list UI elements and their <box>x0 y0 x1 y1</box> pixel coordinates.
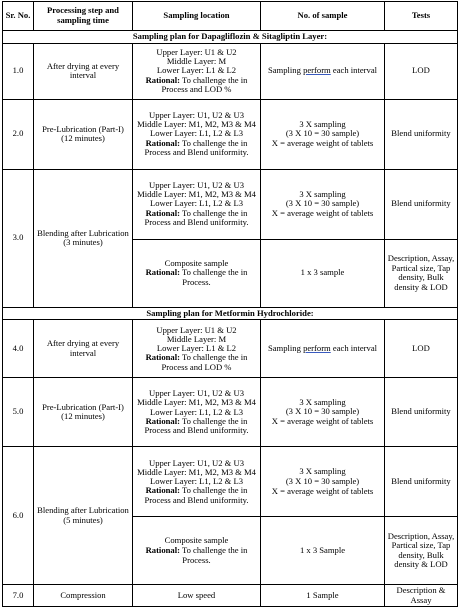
location-line: Lower Layer: L1, L2 & L3 <box>149 476 244 487</box>
count-cell <box>261 43 385 99</box>
tests-cell: Blend uniformity <box>385 169 458 239</box>
count-cell <box>261 447 385 517</box>
count-cell: 1 Sample <box>261 585 385 607</box>
location-line: Middle Layer: M1, M2, M3 & M4 <box>137 397 256 408</box>
location-line: Middle Layer: M1, M2, M3 & M4 <box>137 189 256 200</box>
header-sr: Sr. No. <box>3 2 34 31</box>
count-text: each interval <box>332 342 378 353</box>
count-line: X = average weight of tablets <box>271 207 374 218</box>
count-line: X = average weight of tablets <box>271 137 374 148</box>
table-row <box>3 99 458 169</box>
sr-cell: 1.0 <box>3 43 34 99</box>
header-row <box>3 2 458 31</box>
location-line: Upper Layer: U1 & U2 <box>156 46 237 57</box>
rational-label: Rational: <box>145 267 180 278</box>
table-row <box>3 447 458 517</box>
count-line: (3 X 10 = 30 sample) <box>285 198 360 209</box>
tests-cell: Blend uniformity <box>385 99 458 169</box>
tests-cell: Blend uniformity <box>385 447 458 517</box>
step-cell: Pre-Lubrication (Part-I) (12 minutes) <box>34 99 133 169</box>
location-line: Middle Layer: M <box>166 56 227 67</box>
rational-label: Rational: <box>145 74 180 85</box>
rational-text: To challenge the in Process and Blend uniformity. <box>144 485 249 505</box>
count-cell <box>261 99 385 169</box>
step-cell: Blending after Lubrication (5 minutes) <box>34 447 133 585</box>
location-cell: Low speed <box>133 585 261 607</box>
count-underlined-text: perform <box>303 65 331 76</box>
header-count: No. of sample <box>261 2 385 31</box>
rational-text: To challenge the in Process. <box>181 544 248 565</box>
sr-cell: 6.0 <box>3 447 34 585</box>
section-title-row <box>3 307 458 320</box>
step-cell: Compression <box>34 585 133 607</box>
location-cell <box>133 239 261 307</box>
tests-cell: Description & Assay <box>385 585 458 607</box>
section-title: Sampling plan for Metformin Hydrochloride: <box>3 307 458 320</box>
composite-label: Composite sample <box>164 257 229 268</box>
sr-cell: 2.0 <box>3 99 34 169</box>
rational-label: Rational: <box>145 485 180 496</box>
header-location: Sampling location <box>133 2 261 31</box>
location-line: Upper Layer: U1 & U2 <box>156 324 237 335</box>
table-row <box>3 43 458 99</box>
step-cell: After drying at every interval <box>34 43 133 99</box>
header-step: Processing step and sampling time <box>34 2 133 31</box>
location-line: Upper Layer: U1, U2 & U3 <box>149 457 244 468</box>
rational-text: To challenge the in Process and Blend uniformity. <box>144 415 249 436</box>
count-line: X = average weight of tablets <box>271 416 374 427</box>
rational-label: Rational: <box>145 137 180 148</box>
count-cell <box>261 378 385 447</box>
sampling-plan-table <box>2 1 458 607</box>
sr-cell: 4.0 <box>3 320 34 378</box>
step-cell: After drying at every interval <box>34 320 133 378</box>
rational-label: Rational: <box>145 207 180 218</box>
sr-cell: 5.0 <box>3 378 34 447</box>
section-title: Sampling plan for Dapagliflozin & Sitagliptin Layer: <box>3 31 458 44</box>
count-line: 3 X sampling <box>299 396 346 407</box>
sr-cell: 3.0 <box>3 169 34 307</box>
table-row <box>3 378 458 447</box>
location-cell <box>133 169 261 239</box>
header-tests: Tests <box>385 2 458 31</box>
location-line: Upper Layer: U1, U2 & U3 <box>149 179 244 190</box>
location-cell <box>133 517 261 585</box>
count-line: (3 X 10 = 30 sample) <box>285 475 360 486</box>
table-row <box>3 320 458 378</box>
location-line: Lower Layer: L1, L2 & L3 <box>149 128 244 139</box>
count-text: each interval <box>332 65 378 76</box>
sr-cell: 7.0 <box>3 585 34 607</box>
count-line: (3 X 10 = 30 sample) <box>285 406 360 417</box>
location-line: Middle Layer: M1, M2, M3 & M4 <box>137 466 256 477</box>
rational-text: To challenge the in Process and Blend uniformity. <box>144 207 249 228</box>
location-cell <box>133 378 261 447</box>
count-underlined-text: perform <box>303 342 331 353</box>
tests-cell: LOD <box>385 43 458 99</box>
rational-text: To challenge the in Process. <box>181 267 248 287</box>
location-line: Lower Layer: L1 & L2 <box>156 65 237 76</box>
table-row <box>3 585 458 607</box>
count-line: X = average weight of tablets <box>271 485 374 496</box>
count-cell: 1 x 3 Sample <box>261 517 385 585</box>
section-title-row <box>3 31 458 44</box>
count-cell <box>261 169 385 239</box>
step-cell: Blending after Lubrication (3 minutes) <box>34 169 133 307</box>
location-line: Upper Layer: U1, U2 & U3 <box>149 388 244 399</box>
count-cell: 1 x 3 sample <box>261 239 385 307</box>
rational-label: Rational: <box>145 415 180 426</box>
count-line: 3 X sampling <box>299 188 346 199</box>
count-cell <box>261 320 385 378</box>
count-line: (3 X 10 = 30 sample) <box>285 128 360 139</box>
composite-label: Composite sample <box>164 535 229 546</box>
count-text: Sampling <box>267 65 301 76</box>
location-cell <box>133 99 261 169</box>
location-line: Upper Layer: U1, U2 & U3 <box>149 109 244 120</box>
count-line: 3 X sampling <box>299 466 346 477</box>
rational-label: Rational: <box>145 544 180 555</box>
location-line: Middle Layer: M <box>166 333 227 344</box>
location-line: Lower Layer: L1 & L2 <box>156 343 237 354</box>
tests-cell: LOD <box>385 320 458 378</box>
location-line: Lower Layer: L1, L2 & L3 <box>149 406 244 417</box>
location-cell <box>133 320 261 378</box>
rational-text: To challenge the in Process and LOD % <box>161 352 248 372</box>
location-line: Middle Layer: M1, M2, M3 & M4 <box>137 119 256 130</box>
location-cell <box>133 43 261 99</box>
tests-cell: Blend uniformity <box>385 378 458 447</box>
tests-cell: Description, Assay, Partical size, Tap density, Bulk density & LOD <box>385 239 458 307</box>
table-row <box>3 169 458 239</box>
rational-text: To challenge the in Process and LOD % <box>161 74 248 95</box>
location-cell <box>133 447 261 517</box>
count-line: 3 X sampling <box>299 118 346 129</box>
rational-text: To challenge the in Process and Blend uniformity. <box>144 137 249 158</box>
location-line: Lower Layer: L1, L2 & L3 <box>149 198 244 209</box>
step-cell: Pre-Lubrication (Part-I) (12 minutes) <box>34 378 133 447</box>
tests-cell: Description, Assay, Partical size, Tap density, Bulk density & LOD <box>385 517 458 585</box>
count-text: Sampling <box>267 342 301 353</box>
rational-label: Rational: <box>145 352 180 363</box>
